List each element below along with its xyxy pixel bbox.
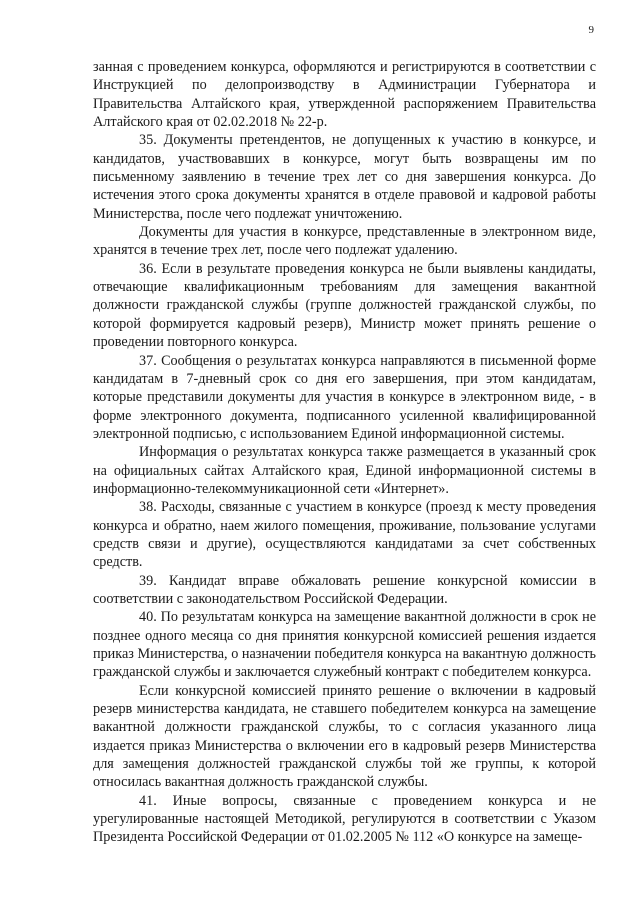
document-body	[93, 58, 596, 847]
paragraph-40-reserve: Если конкурсной комиссией принято решение о включении в кадровый резерв министерства кандидата, не ставшего победителем конкурса на замещение вакантной должности гражданской службы, то с согласия указанного лица издается приказ Министерства о включении его в кадровый резерв Министерства для замещения должностей гражданской службы той же группы, к которой относилась вакантная должность гражданской службы.	[93, 682, 596, 791]
paragraph-37: 37. Сообщения о результатах конкурса направляются в письменной форме кандидатам в 7-дневный срок со дня его завершения, при этом кандидатам, которые представили документы для участия в конкурсе в электронном виде, - в форме электронного документа, подписанного усиленной квалифицированной электронной подписью, с использованием Единой информационной системы.	[93, 352, 596, 442]
paragraph-40: 40. По результатам конкурса на замещение вакантной должности в срок не позднее одного месяца со дня принятия конкурсной комиссией решения издается приказ Министерства, о назначении победителя конкурса на вакантную должность гражданской службы и заключается служебный контракт с победителем конкурса.	[93, 609, 596, 681]
paragraph-38: 38. Расходы, связанные с участием в конкурсе (проезд к месту проведения конкурса и обратно, наем жилого помещения, проживание, пользование услугами средств связи и другие), осуществляются кандидатами за счет собственных средств.	[93, 499, 596, 571]
paragraph-35-electronic: Документы для участия в конкурсе, представленные в электронном виде, хранятся в течение трех лет, после чего подлежат удалению.	[93, 224, 596, 259]
paragraph-continuation: занная с проведением конкурса, оформляются и регистрируются в соответствии с Инструкцией по делопроизводству в Администрации Губернатора и Правительства Алтайского края, утвержденной распоряжением Правительства Алтайского края от 02.02.2018 № 22-р.	[93, 59, 596, 131]
paragraph-36: 36. Если в результате проведения конкурса не были выявлены кандидаты, отвечающие квалификационным требованиям для замещения вакантной должности гражданской службы (группе должностей гражданской службы, по которой формируется кадровый резерв), Министр может принять решение о проведении повторного конкурса.	[93, 260, 596, 351]
paragraph-39: 39. Кандидат вправе обжаловать решение конкурсной комиссии в соответствии с законодательством Российской Федерации.	[93, 572, 596, 607]
paragraph-37-publication: Информация о результатах конкурса также размещается в указанный срок на официальных сайтах Алтайского края, Единой информационной системы в информационно-телекоммуникационной сети «Интернет».	[93, 444, 596, 497]
paragraph-41: 41. Иные вопросы, связанные с проведением конкурса и не урегулированные настоящей Методикой, регулируются в соответствии с Указом Президента Российской Федерации от 01.02.2005 № 112 «О конкурсе на замеще-	[93, 792, 596, 846]
paragraph-35: 35. Документы претендентов, не допущенных к участию в конкурсе, и кандидатов, участвовавших в конкурсе, могут быть возвращены им по письменному заявлению в течение трех лет со дня завершения конкурса. До истечения этого срока документы хранятся в отделе правовой и кадровой работы Министерства, после чего подлежат уничтожению.	[93, 132, 596, 222]
page-number: 9	[588, 24, 594, 36]
